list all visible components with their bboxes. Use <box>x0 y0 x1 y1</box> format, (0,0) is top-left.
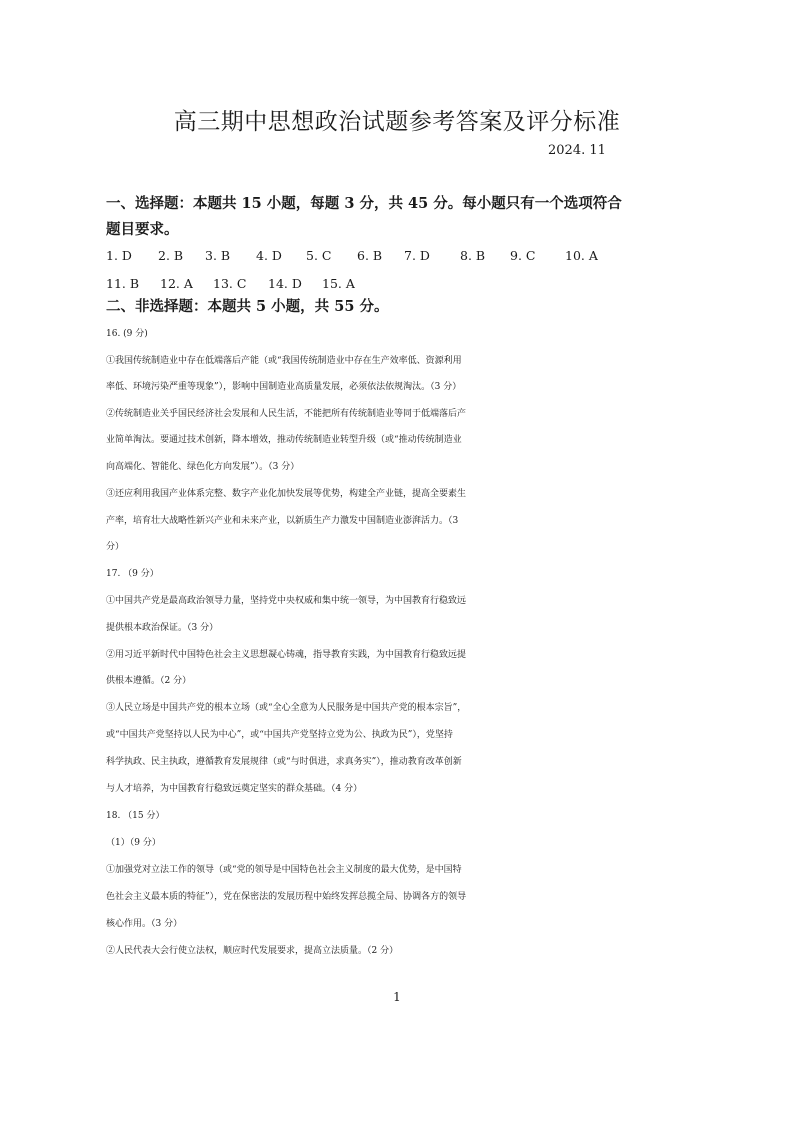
choice-answer: 7. D <box>404 248 430 263</box>
section2-heading: 二、非选择题：本题共 5 小题，共 55 分。 <box>106 298 389 315</box>
q17-line: 与人才培养，为中国教育行稳致远奠定坚实的群众基础。（4 分） <box>106 784 363 794</box>
q16-label: 16. (9 分) <box>106 329 148 339</box>
q17-line: 或“中国共产党坚持以人民为中心”，或“中国共产党坚持立党为公、执政为民”），党坚持 <box>106 730 453 740</box>
q18-line: 色社会主义最本质的特征”），党在保密法的发展历程中始终发挥总揽全局、协调各方的领导 <box>106 892 467 902</box>
choice-answer: 13. C <box>213 276 247 291</box>
choice-answer: 15. A <box>322 276 355 291</box>
q18-line: ①加强党对立法工作的领导（或“党的领导是中国特色社会主义制度的最大优势，是中国特 <box>106 865 462 875</box>
choice-answer: 1. D <box>106 248 132 263</box>
q18-label: 18. （15 分） <box>106 811 165 821</box>
q17-line: ②用习近平新时代中国特色社会主义思想凝心铸魂，指导教育实践，为中国教育行稳致远提 <box>106 650 467 660</box>
page-title: 高三期中思想政治试题参考答案及评分标准 <box>173 109 621 135</box>
choice-answer: 8. B <box>460 248 486 263</box>
q16-line: ③还应利用我国产业体系完整、数字产业化加快发展等优势，构建全产业链，提高全要素生 <box>106 489 467 499</box>
section1-heading <box>106 191 686 243</box>
q16-line: 向高端化、智能化、绿色化方向发展”）。（3 分） <box>106 462 300 472</box>
section1-heading-line1: 一、选择题：本题共 15 小题，每题 3 分，共 45 分。每小题只有一个选项符合 <box>106 195 622 212</box>
q17-line: 供根本遵循。（2 分） <box>106 676 192 686</box>
q17-line: ①中国共产党是最高政治领导力量，坚持党中央权威和集中统一领导，为中国教育行稳致远 <box>106 596 467 606</box>
choice-answer: 9. C <box>510 248 536 263</box>
q16-line: 产率，培育壮大战略性新兴产业和未来产业，以新质生产力激发中国制造业澎湃活力。（3 <box>106 516 459 526</box>
q18-line: ②人民代表大会行使立法权，顺应时代发展要求，提高立法质量。（2 分） <box>106 946 399 956</box>
choice-answer: 14. D <box>268 276 302 291</box>
q18-sub-label: （1）（9 分） <box>106 838 161 848</box>
choice-answer: 12. A <box>160 276 193 291</box>
q17-line: ③人民立场是中国共产党的根本立场（或“全心全意为人民服务是中国共产党的根本宗旨”， <box>106 703 467 713</box>
choice-answer: 6. B <box>357 248 383 263</box>
q16-line: ②传统制造业关乎国民经济社会发展和人民生活，不能把所有传统制造业等同于低端落后产 <box>106 409 467 419</box>
q18-line: 核心作用。（3 分） <box>106 919 183 929</box>
choice-answer: 10. A <box>565 248 598 263</box>
choice-answer: 2. B <box>158 248 184 263</box>
choice-answer: 3. B <box>205 248 231 263</box>
page-number: 1 <box>393 990 401 1004</box>
q17-line: 科学执政、民主执政，遵循教育发展规律（或“与时俱进，求真务实”），推动教育改革创新 <box>106 757 462 767</box>
doc-date: 2024. 11 <box>548 143 606 158</box>
choice-answer: 11. B <box>106 276 140 291</box>
q17-label: 17. （9 分） <box>106 569 159 579</box>
q16-line: ①我国传统制造业中存在低端落后产能（或“我国传统制造业中存在生产效率低、资源利用 <box>106 356 462 366</box>
choice-answer: 5. C <box>306 248 332 263</box>
section1-heading-line2: 题目要求。 <box>106 221 179 238</box>
choice-answer: 4. D <box>256 248 282 263</box>
q17-line: 提供根本政治保证。（3 分） <box>106 623 219 633</box>
q16-line: 分） <box>106 542 125 552</box>
q16-line: 率低、环境污染严重等现象”），影响中国制造业高质量发展，必须依法依规淘汰。（3 分） <box>106 382 462 392</box>
q16-line: 业简单淘汰。要通过技术创新，降本增效，推动传统制造业转型升级（或“推动传统制造业 <box>106 435 462 445</box>
